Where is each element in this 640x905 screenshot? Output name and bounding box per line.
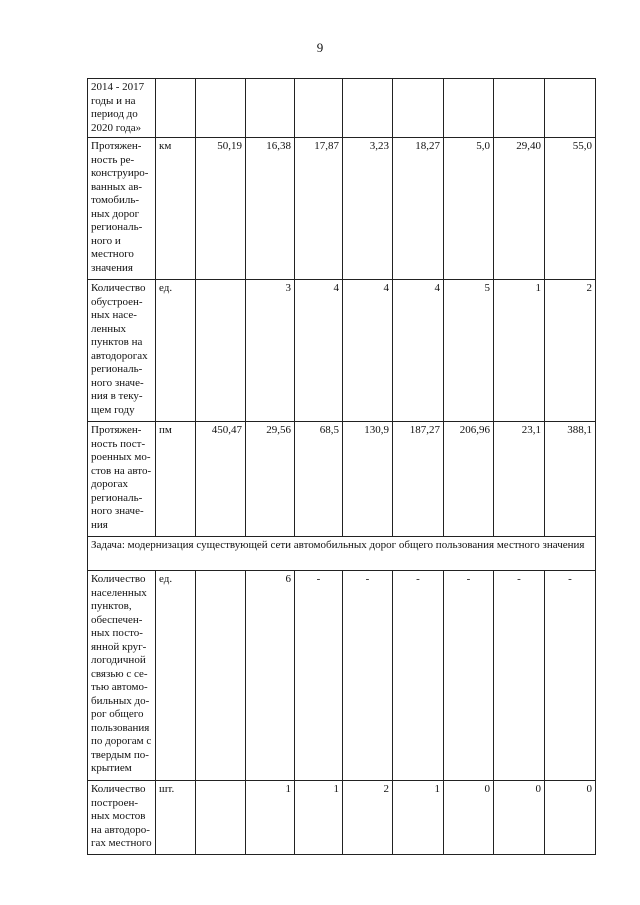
row-name-cell bbox=[88, 422, 156, 537]
value-cell bbox=[545, 79, 596, 138]
value-cell: 29,40 bbox=[494, 138, 545, 280]
name-line: рог общего bbox=[91, 708, 144, 720]
name-line: томобиль- bbox=[91, 194, 140, 206]
name-line: 2014 - 2017 bbox=[91, 81, 145, 93]
value-cell: 55,0 bbox=[545, 138, 596, 280]
unit-cell: ед. bbox=[156, 280, 196, 422]
unit-cell: пм bbox=[156, 422, 196, 537]
name-line: ленных bbox=[91, 322, 127, 335]
value-cell: - bbox=[393, 571, 444, 781]
value-cell: 1 bbox=[295, 781, 343, 855]
name-line: пунктов, bbox=[91, 600, 132, 612]
value-cell: 68,5 bbox=[295, 422, 343, 537]
name-line: построен- bbox=[91, 796, 139, 809]
name-line: обеспечен- bbox=[91, 613, 143, 626]
task-row bbox=[88, 537, 596, 571]
name-line: ных посто- bbox=[91, 627, 143, 639]
value-cell: 2 bbox=[343, 781, 393, 855]
value-cell: - bbox=[295, 571, 343, 781]
unit-cell: ед. bbox=[156, 571, 196, 781]
name-line: Количество bbox=[91, 783, 146, 795]
name-line: пунктов на bbox=[91, 336, 143, 348]
name-line: ния в теку- bbox=[91, 390, 143, 402]
task-heading: Задача: модернизация существующей сети автомобильных дорог общего пользования местного значения bbox=[88, 537, 596, 571]
value-cell: 0 bbox=[494, 781, 545, 855]
name-line: обустроен- bbox=[91, 295, 143, 308]
value-cell: - bbox=[343, 571, 393, 781]
value-cell: - bbox=[444, 571, 494, 781]
name-line: роенных мо- bbox=[91, 451, 151, 463]
name-line: Количество bbox=[91, 573, 146, 585]
name-line: ных мостов bbox=[91, 810, 146, 822]
value-cell: - bbox=[494, 571, 545, 781]
value-cell bbox=[196, 79, 246, 138]
name-line: ния bbox=[91, 518, 108, 531]
row-name-cell bbox=[88, 280, 156, 422]
table-row bbox=[88, 571, 596, 781]
name-line: связью с се- bbox=[91, 667, 148, 680]
name-line: значения bbox=[91, 261, 133, 274]
value-cell bbox=[196, 280, 246, 422]
name-line: ванных ав- bbox=[91, 180, 143, 193]
name-line: твердым по- bbox=[91, 748, 149, 761]
name-line: местного bbox=[91, 248, 134, 260]
row-name-cell bbox=[88, 138, 156, 280]
name-line: крытием bbox=[91, 762, 132, 774]
value-cell bbox=[196, 571, 246, 781]
value-cell bbox=[444, 79, 494, 138]
name-line: гах местного bbox=[91, 837, 152, 849]
row-name-cell bbox=[88, 571, 156, 781]
value-cell: 5 bbox=[444, 280, 494, 422]
value-cell: 4 bbox=[343, 280, 393, 422]
table-row bbox=[88, 781, 596, 855]
name-line: автодорогах bbox=[91, 349, 148, 362]
value-cell: 6 bbox=[246, 571, 295, 781]
value-cell bbox=[393, 79, 444, 138]
name-line: по дорогам с bbox=[91, 735, 152, 747]
row-name-cell bbox=[88, 79, 156, 138]
name-line: региональ- bbox=[91, 491, 143, 504]
value-cell: 1 bbox=[494, 280, 545, 422]
name-line: логодичной bbox=[91, 654, 146, 666]
name-line: региональ- bbox=[91, 221, 143, 233]
value-cell: 50,19 bbox=[196, 138, 246, 280]
name-line: щем году bbox=[91, 403, 135, 416]
name-line: Протяжен- bbox=[91, 140, 142, 152]
value-cell: 18,27 bbox=[393, 138, 444, 280]
value-cell: 4 bbox=[295, 280, 343, 422]
name-line: янной круг- bbox=[91, 640, 147, 653]
value-cell: 2 bbox=[545, 280, 596, 422]
name-line: годы и на bbox=[91, 94, 136, 107]
value-cell: 3,23 bbox=[343, 138, 393, 280]
unit-cell: шт. bbox=[156, 781, 196, 855]
name-line: 2020 года» bbox=[91, 121, 142, 134]
indicators-table bbox=[87, 78, 596, 855]
value-cell: 206,96 bbox=[444, 422, 494, 537]
value-cell: 1 bbox=[393, 781, 444, 855]
name-line: стов на авто- bbox=[91, 464, 152, 477]
value-cell bbox=[246, 79, 295, 138]
name-line: ность пост- bbox=[91, 437, 146, 450]
value-cell: 16,38 bbox=[246, 138, 295, 280]
name-line: дорогах bbox=[91, 478, 128, 490]
value-cell: 1 bbox=[246, 781, 295, 855]
table-row bbox=[88, 280, 596, 422]
value-cell: 3 bbox=[246, 280, 295, 422]
unit-cell: км bbox=[156, 138, 196, 280]
value-cell: 4 bbox=[393, 280, 444, 422]
name-line: Количество bbox=[91, 282, 146, 294]
name-line: населенных bbox=[91, 586, 147, 599]
value-cell: 0 bbox=[444, 781, 494, 855]
page-number: 9 bbox=[316, 40, 324, 55]
value-cell: 388,1 bbox=[545, 422, 596, 537]
row-name-cell bbox=[88, 781, 156, 855]
name-line: ного значе- bbox=[91, 376, 144, 389]
name-line: ных насе- bbox=[91, 309, 137, 321]
value-cell: 187,27 bbox=[393, 422, 444, 537]
value-cell bbox=[295, 79, 343, 138]
table-row bbox=[88, 422, 596, 537]
name-line: Протяжен- bbox=[91, 424, 142, 436]
name-line: на автодоро- bbox=[91, 823, 150, 836]
value-cell: 5,0 bbox=[444, 138, 494, 280]
unit-cell bbox=[156, 79, 196, 138]
name-line: период до bbox=[91, 108, 138, 120]
name-line: пользования bbox=[91, 721, 150, 734]
name-line: бильных до- bbox=[91, 694, 150, 707]
value-cell: 23,1 bbox=[494, 422, 545, 537]
value-cell bbox=[343, 79, 393, 138]
value-cell: 17,87 bbox=[295, 138, 343, 280]
name-line: ного значе- bbox=[91, 505, 144, 517]
name-line: тью автомо- bbox=[91, 681, 148, 693]
name-line: конструиро- bbox=[91, 167, 149, 179]
name-line: региональ- bbox=[91, 363, 143, 375]
value-cell: - bbox=[545, 571, 596, 781]
name-line: ного и bbox=[91, 234, 121, 247]
value-cell bbox=[196, 781, 246, 855]
value-cell: 130,9 bbox=[343, 422, 393, 537]
value-cell: 450,47 bbox=[196, 422, 246, 537]
table-row bbox=[88, 79, 596, 138]
value-cell bbox=[494, 79, 545, 138]
table-row bbox=[88, 138, 596, 280]
value-cell: 0 bbox=[545, 781, 596, 855]
name-line: ных дорог bbox=[91, 207, 140, 220]
value-cell: 29,56 bbox=[246, 422, 295, 537]
name-line: ность ре- bbox=[91, 153, 135, 166]
